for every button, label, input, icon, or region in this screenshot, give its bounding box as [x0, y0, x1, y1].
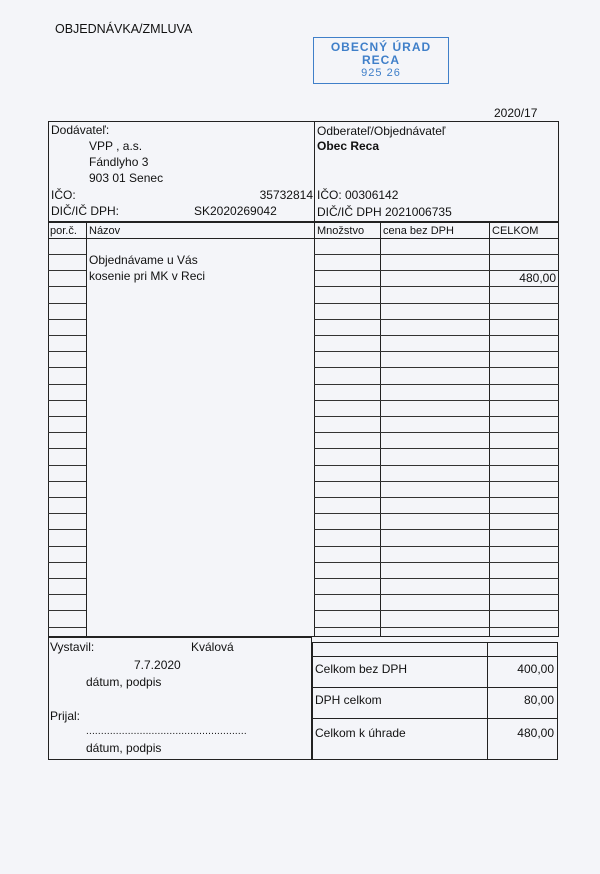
supplier-ico: 35732814 — [259, 188, 313, 202]
to-pay-label: Celkom k úhrade — [315, 726, 406, 740]
issued-by: Kválová — [191, 640, 234, 654]
issued-label: Vystavil: — [50, 640, 95, 654]
document-title: OBJEDNÁVKA/ZMLUVA — [55, 22, 193, 36]
table-row-line-no — [48, 416, 86, 417]
table-row-line-no — [48, 465, 86, 466]
table-row-line-values — [314, 416, 559, 417]
table-row-line-values — [314, 481, 559, 482]
table-row-line-no — [48, 562, 86, 563]
table-row-line-no — [48, 286, 86, 287]
table-row-line-no — [48, 303, 86, 304]
supplier-street: Fándlyho 3 — [89, 155, 149, 169]
customer-dic: DIČ/IČ DPH 2021006735 — [317, 205, 452, 219]
signature-dots: ...................................................... — [86, 726, 247, 737]
table-row-line-values — [314, 610, 559, 611]
document-number: 2020/17 — [494, 106, 538, 120]
table-row-line-no — [48, 497, 86, 498]
office-stamp — [313, 37, 449, 84]
table-row-line-no — [48, 448, 86, 449]
stamp-line-3: 925 26 — [361, 67, 401, 79]
table-row-line-values — [314, 529, 559, 530]
table-row-line-no — [48, 384, 86, 385]
totals-line-2 — [312, 687, 558, 688]
table-row-line-no — [48, 270, 86, 271]
to-pay-total: 480,00 — [517, 726, 554, 740]
totals-line-1 — [312, 656, 558, 657]
table-row-line-no — [48, 610, 86, 611]
table-row-line-no — [48, 594, 86, 595]
table-row-line-no — [48, 513, 86, 514]
supplier-ico-label: IČO: — [51, 188, 76, 202]
supplier-city: 903 01 Senec — [89, 171, 164, 185]
table-row-line-values — [314, 562, 559, 563]
table-row-line-values — [314, 465, 559, 466]
table-row-line-no — [48, 578, 86, 579]
table-row-line-no — [48, 367, 86, 368]
table-row-line-no — [48, 335, 86, 336]
header-no: por.č. — [50, 225, 77, 237]
supplier-label: Dodávateľ: — [51, 123, 110, 137]
table-row-line-values — [314, 578, 559, 579]
vat-total: 80,00 — [523, 693, 554, 707]
table-row-line-no — [48, 400, 86, 401]
table-row-line-values — [314, 351, 559, 352]
table-row-line-no — [48, 432, 86, 433]
total-without-vat-label: Celkom bez DPH — [315, 662, 408, 676]
item-description-line-1: Objednávame u Vás — [89, 253, 198, 267]
supplier-dic-label: DIČ/IČ DPH: — [51, 204, 120, 218]
table-row-line-values — [314, 286, 559, 287]
table-row-line-no — [48, 627, 86, 628]
table-row-line-values — [314, 497, 559, 498]
supplier-name: VPP , a.s. — [89, 139, 143, 153]
table-row-line-no — [48, 319, 86, 320]
table-row-line-values — [314, 367, 559, 368]
stamp-line-1: OBECNÝ ÚRAD — [330, 40, 432, 54]
customer-label: Odberateľ/Objednávateľ — [317, 124, 446, 138]
table-row-line-no — [48, 529, 86, 530]
table-row-line-values — [314, 335, 559, 336]
header-total: CELKOM — [492, 225, 539, 237]
supplier-dic: SK2020269042 — [194, 204, 277, 218]
table-row-line-values — [314, 627, 559, 628]
table-row-line-values — [314, 254, 559, 255]
items-header-line — [48, 238, 559, 239]
vat-total-label: DPH celkom — [315, 693, 382, 707]
col-divider-name — [314, 222, 315, 637]
table-row-line-values — [314, 546, 559, 547]
table-row-line-no — [48, 481, 86, 482]
customer-name: Obec Reca — [317, 139, 380, 153]
date-sign-label-2: dátum, podpis — [86, 741, 162, 755]
table-row-line-values — [314, 303, 559, 304]
customer-ico: IČO: 00306142 — [317, 188, 399, 202]
header-name: Názov — [89, 225, 121, 237]
parties-divider — [314, 121, 315, 222]
table-row-line-no — [48, 254, 86, 255]
table-row-line-values — [314, 432, 559, 433]
items-table — [48, 222, 559, 637]
totals-divider — [487, 642, 488, 760]
item-row-total: 480,00 — [519, 271, 556, 285]
table-row-line-values — [314, 594, 559, 595]
stamp-line-2: RECA — [361, 53, 400, 67]
table-row-line-no — [48, 351, 86, 352]
received-label: Prijal: — [50, 709, 81, 723]
table-row-line-no — [48, 546, 86, 547]
header-price: cena bez DPH — [383, 225, 454, 237]
totals-line-3 — [312, 718, 558, 719]
table-row-line-values — [314, 384, 559, 385]
total-without-vat: 400,00 — [517, 662, 554, 676]
item-description-line-2: kosenie pri MK v Reci — [89, 269, 206, 283]
table-row-line-values — [314, 319, 559, 320]
table-row-line-values — [314, 400, 559, 401]
table-row-line-values — [314, 448, 559, 449]
table-row-line-values — [314, 513, 559, 514]
date-sign-label-1: dátum, podpis — [86, 675, 162, 689]
col-divider-qty — [380, 222, 381, 637]
issue-date: 7.7.2020 — [134, 658, 181, 672]
col-divider-no — [86, 222, 87, 637]
header-qty: Množstvo — [317, 225, 365, 237]
